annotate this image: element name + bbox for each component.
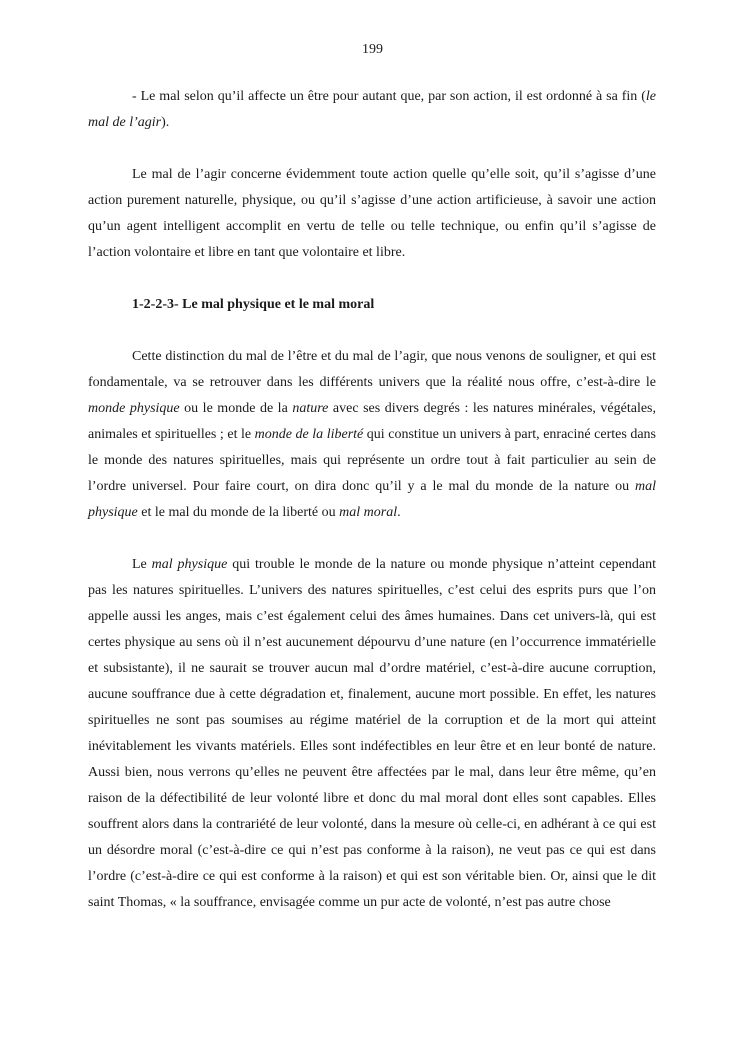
p3-monde-physique: monde physique bbox=[88, 401, 180, 416]
document-body bbox=[88, 84, 656, 916]
p3-mal-moral: mal moral bbox=[339, 505, 398, 520]
p3-e: et le mal du monde de la liberté ou bbox=[137, 505, 340, 520]
p3-d: qui constitue un univers à part, enraciné certes dans le monde des natures spirituelles, mais qui représente un ordre tout à fait particulier au sein de l’ordre universel. Pour faire court, on dira donc qu’il y a le mal du monde de la nature ou bbox=[88, 427, 656, 494]
p3-mal-physique: mal physique bbox=[88, 479, 656, 520]
p3-monde-liberte: monde de la liberté bbox=[254, 427, 364, 442]
page-number: 199 bbox=[362, 42, 383, 57]
paragraph-mal-de-lagir-definition bbox=[88, 84, 656, 136]
p3-c: avec ses divers degrés : les natures minérales, végétales, animales et spirituelles ; et le bbox=[88, 401, 656, 442]
p4-mal-physique: mal physique bbox=[151, 557, 228, 572]
p3-a: Cette distinction du mal de l’être et du mal de l’agir, que nous venons de souligner, et qui est fondamentale, va se retrouver dans les différents univers que la réalité nous offre, c’est-à-dire le bbox=[88, 349, 656, 390]
paragraph-mal-physique bbox=[88, 552, 656, 916]
paragraph-mal-de-lagir: Le mal de l’agir concerne évidemment toute action quelle qu’elle soit, qu’il s’agisse d’une action purement naturelle, physique, ou qu’il s’agisse d’une action artificieuse, à savoir une action qu’un agent intelligent accomplit en vertu de telle ou telle technique, ou enfin qu’il s’agisse de l’action volontaire et libre en tant que volontaire et libre. bbox=[88, 167, 656, 260]
p1-text: - Le mal selon qu’il affecte un être pour autant que, par son action, il est ordonné à sa fin ( bbox=[132, 89, 646, 104]
paragraph-distinction bbox=[88, 344, 656, 526]
p3-b: ou le monde de la bbox=[179, 401, 293, 416]
p1-italic: le mal de l’agir bbox=[88, 89, 656, 130]
p3-f: . bbox=[397, 505, 401, 520]
p4-a: Le bbox=[132, 557, 152, 572]
section-heading: 1-2-2-3- Le mal physique et le mal moral bbox=[132, 297, 375, 312]
p3-nature: nature bbox=[292, 401, 329, 416]
p1-end: ). bbox=[161, 115, 170, 130]
p4-b: qui trouble le monde de la nature ou monde physique n’atteint cependant pas les natures spirituelles. L’univers des natures spirituelles, c’est celui des esprits purs que l’on appelle aussi les anges, mais c’est également celui des âmes humaines. Dans cet univers-là, qui est certes physique au sens où il n’est aucunement dépourvu d’une nature (en l’occurrence immatérielle et subsistante), il ne saurait se trouver aucun mal d’ordre matériel, c’est-à-dire aucune corruption, aucune souffrance due à cette dégradation et, finalement, aucune mort possible. En effet, les natures spirituelles ne sont pas soumises au régime matériel de la corruption et de la mort qui atteint inévitablement les vivants matériels. Elles sont indéfectibles en leur être et en leur bonté de nature. Aussi bien, nous verrons qu’elles ne peuvent être affectées par le mal, dans leur être même, qu’en raison de la défectibilité de leur volonté libre et donc du mal moral dont elles sont capables. Elles souffrent alors dans la contrariété de leur volonté, dans la mesure où celle-ci, en adhérant à ce qui est un désordre moral (c’est-à-dire ce qui n’est pas conforme à la raison), ne veut pas ce qui est dans l’ordre (c’est-à-dire ce qui est conforme à la raison) et qui est son véritable bien. Or, ainsi que le dit saint Thomas, « la souffrance, envisagée comme un pur acte de volonté, n’est pas autre chose bbox=[88, 557, 657, 910]
